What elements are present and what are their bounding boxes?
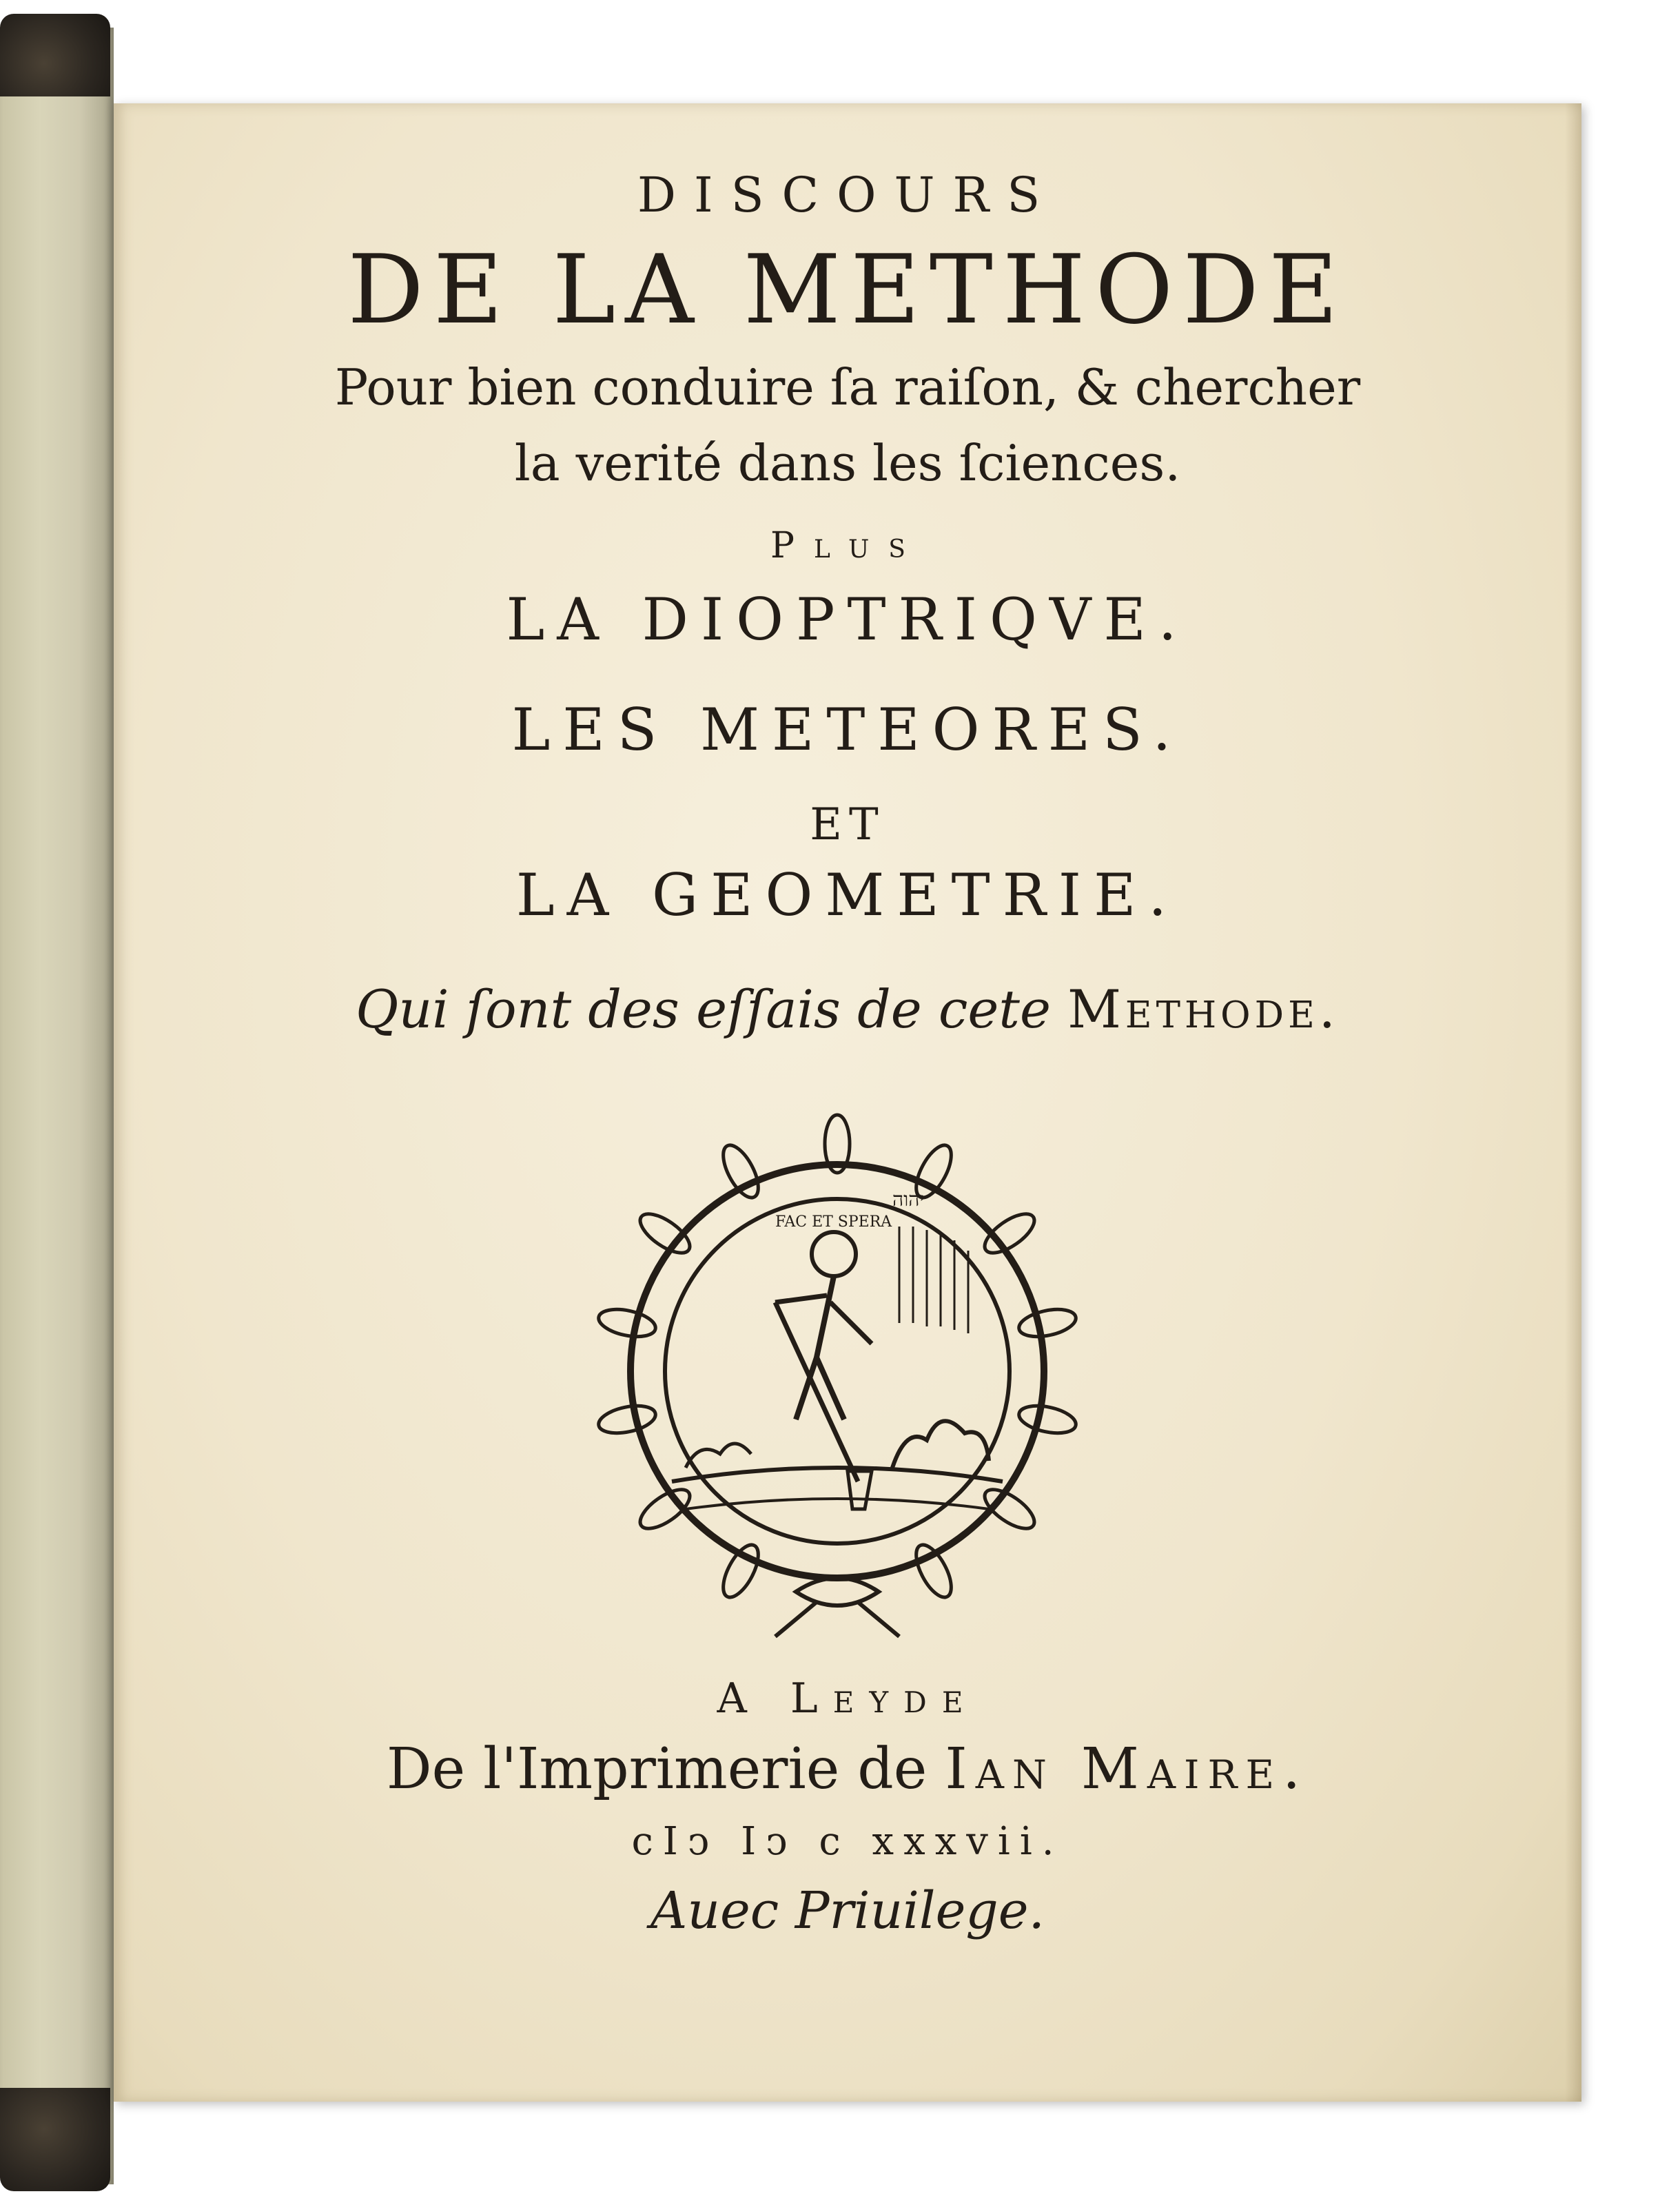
binding-headcap (0, 14, 110, 96)
printers-device-emblem (568, 1096, 1106, 1647)
imprint-city: A Leyde (717, 1674, 979, 1723)
imprint-printer-name: Ian Maire. (945, 1736, 1309, 1802)
emblem-motto: FAC ET SPERA (775, 1213, 892, 1231)
subtitle-line-2: la verité dans les ſciences. (514, 434, 1181, 492)
conjunction-et: ET (810, 799, 885, 850)
imprint-privilege: Auec Priuilege. (650, 1881, 1045, 1940)
plus-heading: Plus (770, 525, 925, 566)
title-dioptrique: LA DIOPTRIQVE. (506, 586, 1189, 653)
title-discours: DISCOURS (637, 167, 1058, 223)
binding-tailcap (0, 2088, 110, 2191)
book-binding (0, 28, 114, 2184)
essais-methode-text: Methode. (1067, 978, 1340, 1040)
title-methode: DE LA METHODE (347, 234, 1348, 345)
subtitle-line-1: Pour bien conduire ſa raiſon, & chercher (334, 358, 1361, 416)
title-geometrie: LA GEOMETRIE. (515, 861, 1180, 929)
imprint-printer-prefix: De l'Imprimerie de (386, 1736, 945, 1802)
essais-line (114, 978, 1581, 1040)
imprint-year: cIↄ Iↄ c xxxvii. (631, 1819, 1064, 1864)
title-page (114, 103, 1581, 2102)
essais-italic-text: Qui ſont des eſſais de cete (356, 978, 1068, 1040)
imprint-printer-line (114, 1736, 1581, 1802)
title-meteores: LES METEORES. (511, 696, 1184, 763)
emblem-hebrew: יהוה (892, 1188, 925, 1211)
